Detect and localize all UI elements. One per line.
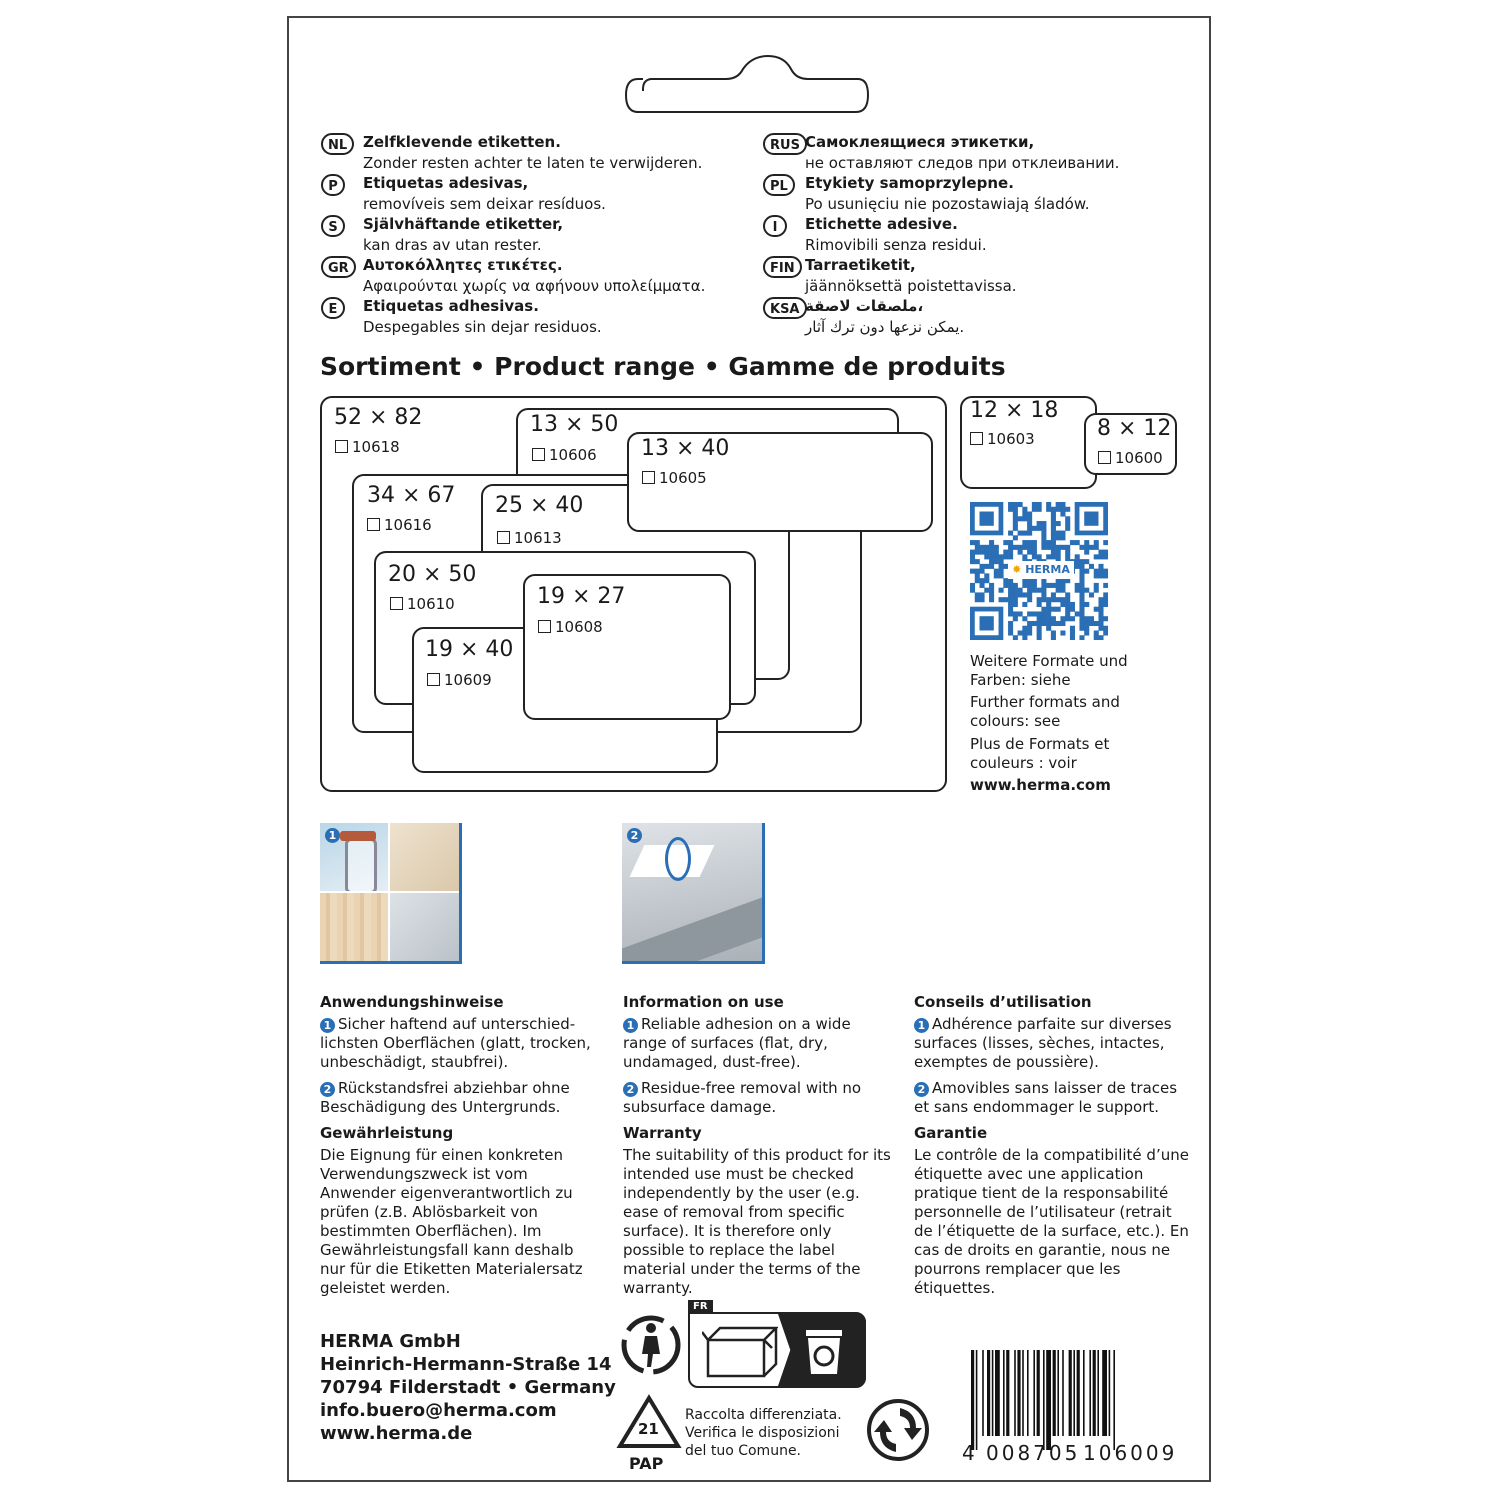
warranty-text: Le contrôle de la compatibilité d’une étiquette avec une application pratique tient de la responsabilité personnelle de l’utilisateur (retrait de l’étiquette de la surface, etc.). En cas de droits en garantie, nous ne pourrons remplacer que les étiquettes. <box>914 1146 1189 1297</box>
step-2-badge: 2 <box>623 1082 638 1097</box>
language-desc: kan dras av utan rester. <box>363 236 542 254</box>
jar-icon <box>345 838 377 894</box>
language-desc: jäännöksettä poistettavissa. <box>805 277 1017 295</box>
step-1-badge: 1 <box>320 1018 335 1033</box>
pap-number: 21 <box>638 1420 659 1438</box>
language-title: Etichette adesive. <box>805 215 958 233</box>
language-code-badge: E <box>321 297 345 319</box>
warranty-text: Die Eignung für einen konkreten Verwendungszweck ist vom Anwender eigenverantwortlich zu prüfen (z.B. Ablösbarkeit von bestimmten Oberflächen). Im Gewährleistungsfall kann deshalb nur für die Etiketten Materialersatz geleistet werden. <box>320 1146 583 1297</box>
language-title: Tarraetiketit, <box>805 256 916 274</box>
usage-heading: Anwendungshinweise <box>320 993 504 1011</box>
article-number: 10610 <box>390 595 455 613</box>
language-title: Αυτοκόλλητες ετικέτες. <box>363 256 563 274</box>
language-code-badge: RUS <box>763 133 807 155</box>
language-title: Zelfklevende etiketten. <box>363 133 561 151</box>
barcode-digits-left: 008705 <box>986 1441 1081 1465</box>
article-number: 10616 <box>367 516 432 534</box>
sun-icon: ✸ <box>1012 563 1022 576</box>
size-text: 52 × 82 <box>334 405 423 430</box>
language-code-badge: P <box>321 174 345 196</box>
usage-point-1: 1 Reliable adhesion on a wide range of surfaces (flat, dry, undamaged, dust-free). <box>623 1015 851 1071</box>
info-column-en <box>623 993 893 1305</box>
peel-arrow-icon <box>665 837 691 881</box>
info-column-de <box>320 993 595 1305</box>
removal-photo <box>622 823 765 964</box>
green-dot-icon <box>866 1398 930 1462</box>
language-code-badge: PL <box>763 174 795 196</box>
step-1-badge: 1 <box>914 1018 929 1033</box>
further-en: Further formats and colours: see <box>970 693 1120 730</box>
barcode-digit-first: 4 <box>962 1441 975 1465</box>
language-desc: Αφαιρούνται χωρίς να αφήνουν υπολείμματα. <box>363 277 706 295</box>
language-code-badge: KSA <box>763 297 807 319</box>
product-range-heading: Sortiment • Product range • Gamme de produits <box>320 352 1006 381</box>
street: Heinrich-Hermann-Straße 14 <box>320 1354 612 1375</box>
article-number: 10605 <box>642 469 707 487</box>
language-title: ملصقات لاصقة، <box>805 297 924 315</box>
recycling-text: Raccolta differenziata. Verifica le disposizioni del tuo Comune. <box>685 1407 842 1459</box>
article-number: 10613 <box>497 529 562 547</box>
qr-brand: HERMA <box>1025 563 1070 576</box>
barcode[interactable] <box>963 1350 1173 1455</box>
size-text: 25 × 40 <box>495 493 584 518</box>
usage-point-2: 2 Residue-free removal with no subsurface damage. <box>623 1079 862 1116</box>
size-text: 19 × 40 <box>425 637 514 662</box>
language-desc: Despegables sin dejar residuos. <box>363 318 602 336</box>
size-text: 20 × 50 <box>388 562 477 587</box>
article-number: 10618 <box>335 438 400 456</box>
size-text: 19 × 27 <box>537 584 626 609</box>
warranty-heading: Garantie <box>914 1124 988 1142</box>
language-title: Etiquetas adhesivas. <box>363 297 539 315</box>
further-fr: Plus de Formats et couleurs : voir <box>970 735 1110 772</box>
usage-heading: Conseils d’utilisation <box>914 993 1092 1011</box>
language-desc: Rimovibili senza residui. <box>805 236 987 254</box>
language-code-badge: I <box>763 215 787 237</box>
warranty-text: The suitability of this product for its intended use must be checked independently by the user (e.g. ease of removal from specific surface). It is therefore only possible to replace the label material under the terms of the warranty. <box>623 1146 891 1297</box>
language-desc: не оставляют следов при отклеивании. <box>805 154 1120 172</box>
usage-point-1: 1 Adhérence parfaite sur diverses surfaces (lisses, sèches, intactes, exemptes de poussière). <box>914 1015 1172 1071</box>
triman-recycle-icon <box>618 1312 684 1378</box>
language-desc: يمكن نزعها دون ترك آثار. <box>805 318 965 336</box>
language-desc: Po usunięciu nie pozostawiają śladów. <box>805 195 1090 213</box>
further-de: Weitere Formate und Farben: siehe <box>970 652 1128 689</box>
step-2-badge: 2 <box>914 1082 929 1097</box>
step-1-badge: 1 <box>325 828 340 843</box>
article-number: 10600 <box>1098 449 1163 467</box>
language-code-badge: GR <box>321 256 356 278</box>
usage-point-2: 2 Amovibles sans laisser de traces et sans endommager le support. <box>914 1079 1178 1116</box>
fr-sorting-panel <box>688 1301 866 1388</box>
website-link[interactable]: www.herma.com <box>970 776 1111 794</box>
step-1-badge: 1 <box>623 1018 638 1033</box>
language-desc: Zonder resten achter te laten te verwijderen. <box>363 154 703 172</box>
surfaces-photo <box>320 823 462 964</box>
company-address <box>320 1330 616 1445</box>
qr-logo <box>1008 561 1074 579</box>
warranty-heading: Warranty <box>623 1124 702 1142</box>
language-desc: removíveis sem deixar resíduos. <box>363 195 606 213</box>
language-code-badge: NL <box>321 133 354 155</box>
city: 70794 Filderstadt • Germany <box>320 1377 616 1398</box>
size-text: 13 × 50 <box>530 412 619 437</box>
email-link[interactable]: info.buero@herma.com <box>320 1400 557 1421</box>
info-column-fr <box>914 993 1189 1305</box>
usage-point-1: 1 Sicher haftend auf unterschiedlichsten Oberflächen (glatt, trocken, unbeschädigt, staubfrei). <box>320 1015 591 1071</box>
box-icon <box>702 1324 778 1378</box>
usage-heading: Information on use <box>623 993 784 1011</box>
article-number: 10606 <box>532 446 597 464</box>
warranty-heading: Gewährleistung <box>320 1124 454 1142</box>
usage-point-2: 2 Rückstandsfrei abziehbar ohne Beschädigung des Untergrunds. <box>320 1079 570 1116</box>
website-link[interactable]: www.herma.de <box>320 1423 473 1444</box>
size-text: 34 × 67 <box>367 483 456 508</box>
language-code-badge: FIN <box>763 256 802 278</box>
fr-tab: FR <box>688 1300 713 1313</box>
step-2-badge: 2 <box>627 828 642 843</box>
article-number: 10609 <box>427 671 492 689</box>
language-title: Etykiety samoprzylepne. <box>805 174 1014 192</box>
language-title: Самоклеящиеся этикетки, <box>805 133 1035 151</box>
size-text: 12 × 18 <box>970 398 1059 423</box>
company-name: HERMA GmbH <box>320 1331 461 1352</box>
barcode-digits-right: 106009 <box>1083 1441 1178 1465</box>
bin-icon <box>802 1324 846 1378</box>
hang-hole <box>338 55 878 115</box>
step-2-badge: 2 <box>320 1082 335 1097</box>
pap-label: PAP <box>629 1454 664 1473</box>
size-text: 8 × 12 <box>1097 416 1172 441</box>
language-title: Självhäftande etiketter, <box>363 215 564 233</box>
language-code-badge: S <box>321 215 345 237</box>
size-text: 13 × 40 <box>641 436 730 461</box>
article-number: 10603 <box>970 430 1035 448</box>
article-number: 10608 <box>538 618 603 636</box>
language-title: Etiquetas adesivas, <box>363 174 529 192</box>
